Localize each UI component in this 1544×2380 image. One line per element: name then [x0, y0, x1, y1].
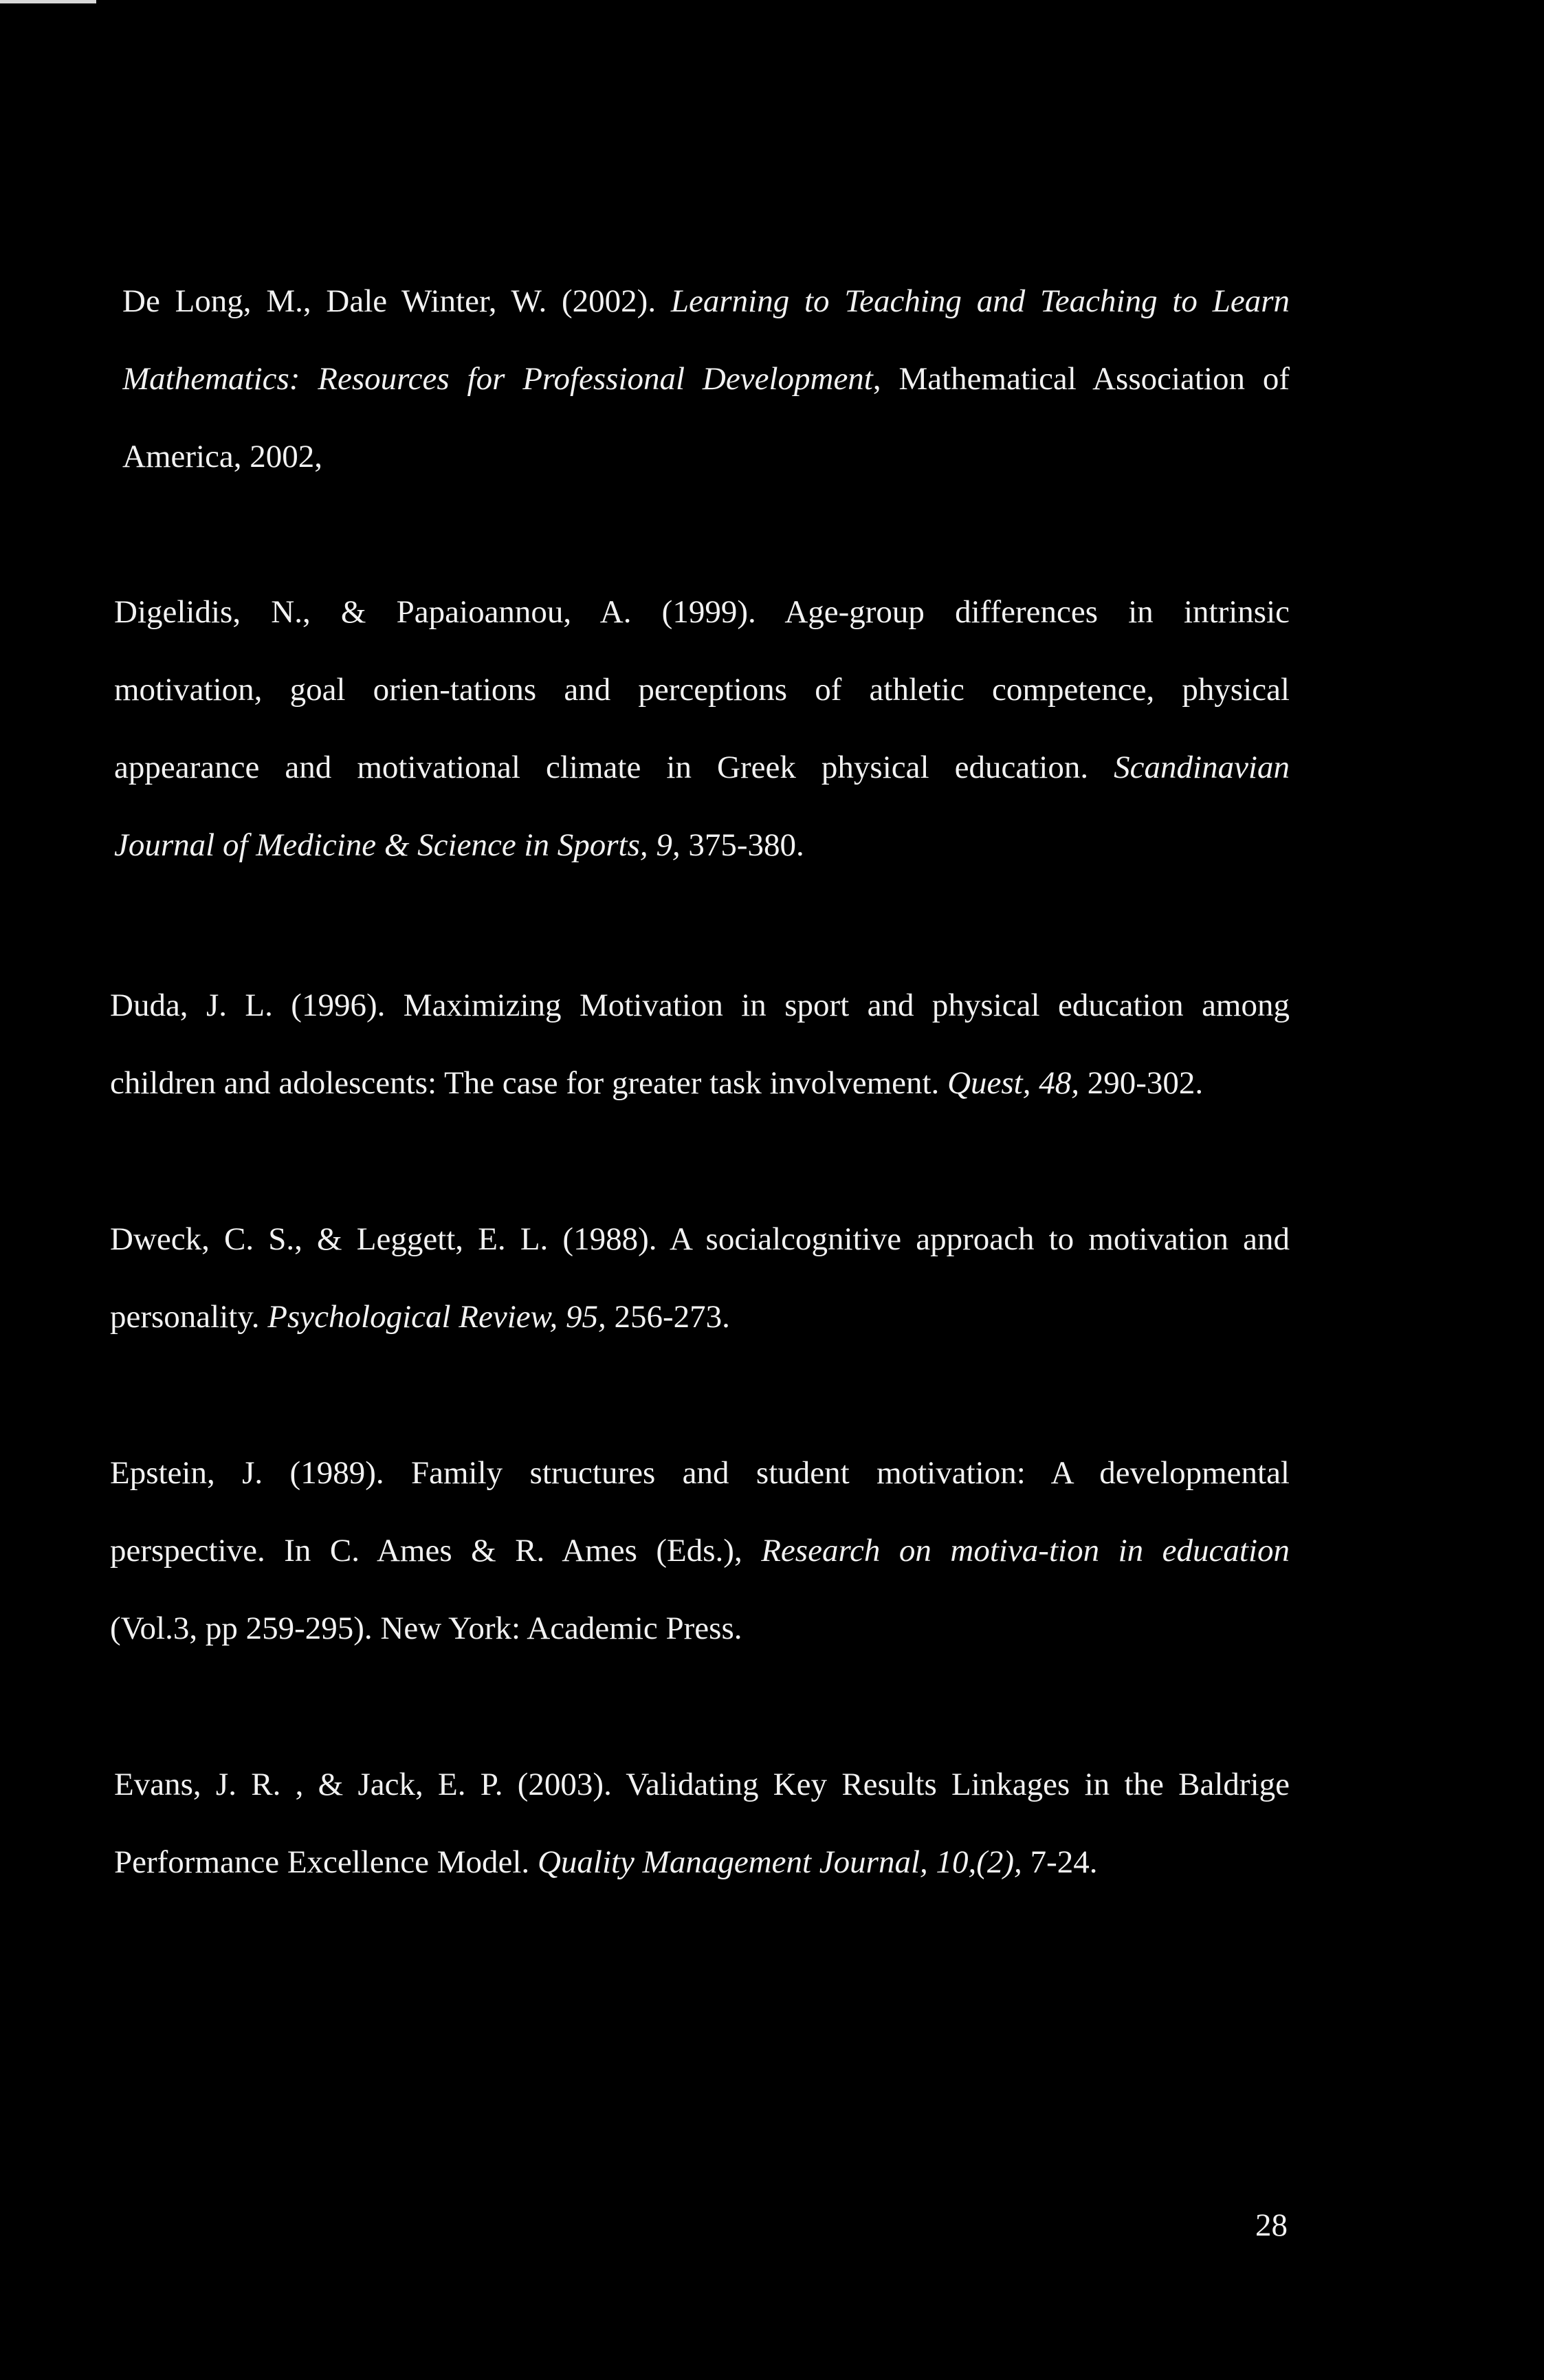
reference-line — [122, 282, 1290, 320]
reference-italic-segment: Scandinavian — [1114, 750, 1290, 785]
reference-line — [114, 826, 804, 864]
reference-line — [114, 670, 1290, 709]
reference-italic-segment: Learning to Teaching and Teaching to Learn — [670, 283, 1290, 319]
reference-text-segment: Duda, J. L. (1996). Maximizing Motivation in sport and physical education among — [110, 987, 1290, 1023]
reference-line — [110, 1220, 1290, 1258]
reference-text-segment: (Vol.3, pp 259-295). New York: Academic Press. — [110, 1611, 742, 1646]
reference-text-segment: 7-24. — [1022, 1844, 1098, 1880]
reference-line — [110, 1609, 742, 1648]
reference-text-segment: Epstein, J. (1989). Family structures and student motivation: A developmental — [110, 1455, 1290, 1491]
page-number: 28 — [1255, 2207, 1288, 2243]
reference-line — [122, 360, 1290, 398]
reference-text-segment: motivation, goal orien-tations and perceptions of athletic competence, physical — [114, 672, 1290, 708]
reference-line — [110, 1531, 1290, 1570]
reference-text-segment: 375-380. — [680, 827, 804, 863]
reference-text-segment: Dweck, C. S., & Leggett, E. L. (1988). A socialcognitive approach to motivation and — [110, 1221, 1290, 1257]
reference-italic-segment: Research on motiva-tion in education — [761, 1533, 1290, 1569]
reference-italic-segment: Psychological Review, 95, — [267, 1299, 606, 1335]
reference-text-segment: appearance and motivational climate in Greek physical education. — [114, 750, 1114, 785]
reference-italic-segment: Mathematics: Resources for Professional Development — [122, 361, 873, 397]
reference-text-segment: perspective. In C. Ames & R. Ames (Eds.), — [110, 1533, 762, 1569]
reference-text-segment: personality. — [110, 1299, 268, 1335]
reference-text-segment: , Mathematical Association of — [872, 361, 1290, 397]
reference-italic-segment: Quality Management Journal, 10,(2), — [537, 1844, 1022, 1880]
reference-line — [114, 593, 1290, 631]
reference-text-segment: Evans, J. R. , & Jack, E. P. (2003). Validating Key Results Linkages in the Baldrige — [114, 1767, 1290, 1802]
reference-line — [110, 986, 1290, 1025]
reference-text-segment: 290-302. — [1079, 1065, 1204, 1101]
reference-line — [122, 437, 322, 476]
reference-line — [114, 1765, 1290, 1804]
reference-italic-segment: Quest, 48, — [947, 1065, 1079, 1101]
reference-line — [110, 1064, 1203, 1102]
reference-text-segment: 256-273. — [606, 1299, 730, 1335]
reference-text-segment: children and adolescents: The case for greater task involvement. — [110, 1065, 948, 1101]
reference-text-segment: Performance Excellence Model. — [114, 1844, 538, 1880]
reference-line — [114, 1843, 1097, 1881]
reference-line — [110, 1454, 1290, 1492]
reference-line — [114, 748, 1290, 787]
reference-italic-segment: Journal of Medicine & Science in Sports, 9, — [114, 827, 681, 863]
reference-text-segment: Digelidis, N., & Papaioannou, A. (1999). Age-group differences in intrinsic — [114, 594, 1290, 630]
reference-line — [110, 1298, 730, 1336]
reference-text-segment: America, 2002, — [122, 439, 323, 474]
reference-text-segment: De Long, M., Dale Winter, W. (2002). — [122, 283, 671, 319]
